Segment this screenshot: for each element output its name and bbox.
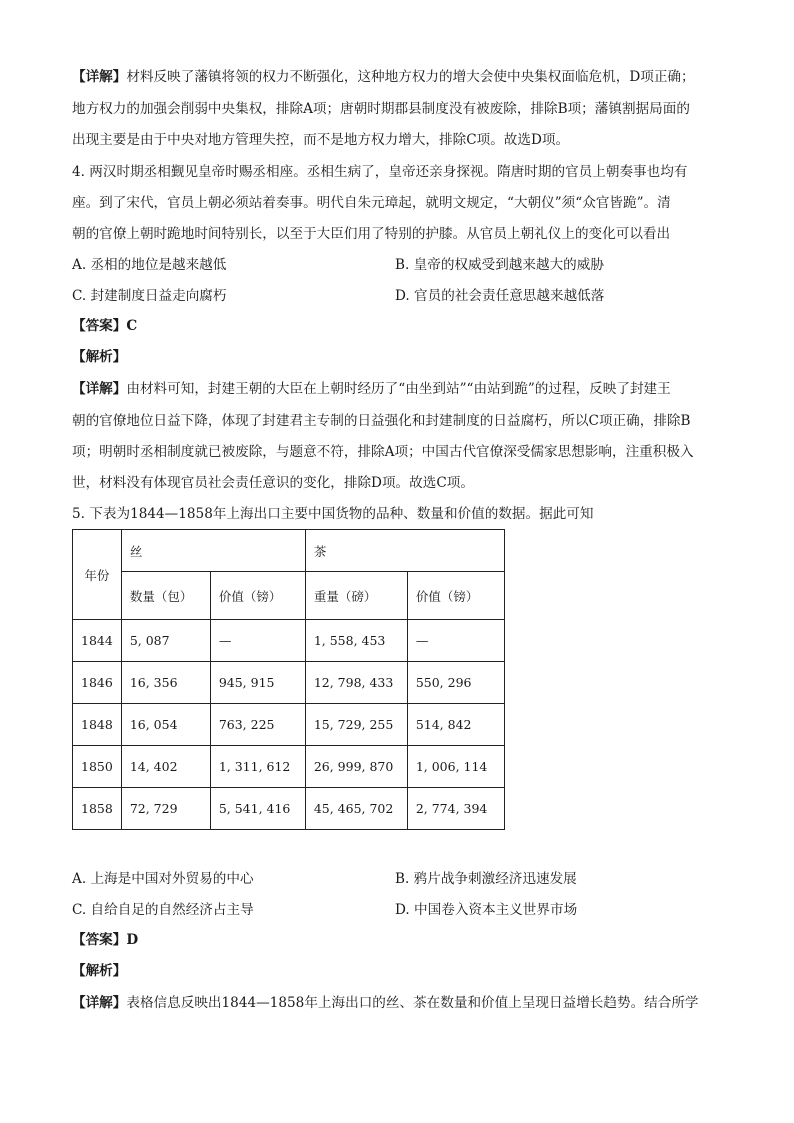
q4-option-a: A. 丞相的地位是越来越低: [72, 257, 227, 273]
table-row: [73, 704, 505, 746]
silk-value-cell: —: [210, 620, 305, 662]
table-row: [73, 746, 505, 788]
q4-analysis-heading: 【解析】: [72, 349, 127, 365]
q4-detail-line-2: 朝的官僚地位日益下降，体现了封建君主专制的日益强化和封建制度的日益腐朽，所以C项正确，排除B: [72, 413, 691, 429]
tea-value-cell: —: [407, 620, 504, 662]
tea-header: 茶: [305, 530, 504, 572]
q4-detail-line-3: 项；明朝时丞相制度就已被废除，与题意不符，排除A项；中国古代官僚深受儒家思想影响，注重积极入: [72, 444, 694, 460]
tea-value-cell: 550, 296: [407, 662, 504, 704]
tea-weight-cell: 1, 558, 453: [305, 620, 407, 662]
q5-stem: 5. 下表为1844—1858年上海出口主要中国货物的品种、数量和价值的数据。据此可知: [72, 506, 594, 522]
q4-stem-line-1: 4. 两汉时期丞相觐见皇帝时赐丞相座。丞相生病了，皇帝还亲身探视。隋唐时期的官员上朝奏事也均有: [72, 164, 688, 180]
silk-quantity-cell: 14, 402: [121, 746, 210, 788]
q4-answer: 【答案】C: [72, 318, 138, 334]
tea-weight-cell: 45, 465, 702: [305, 788, 407, 830]
detail-tag: 【详解】: [72, 381, 127, 397]
year-cell: 1850: [73, 746, 122, 788]
q4-detail-line-4: 世，材料没有体现官员社会责任意识的变化，排除D项。故选C项。: [72, 475, 474, 491]
silk-header: 丝: [121, 530, 305, 572]
detail-tag: 【详解】: [72, 69, 127, 85]
q3-detail-line-1: [72, 67, 722, 87]
q5-option-b: B. 鸦片战争刺激经济迅速发展: [395, 871, 577, 887]
text: 由材料可知，封建王朝的大臣在上朝时经历了“由坐到站”“由站到跪”的过程，反映了封建王: [126, 381, 671, 397]
q5-analysis-heading: 【解析】: [72, 963, 127, 979]
q5-answer: 【答案】D: [72, 932, 139, 948]
table-subheader-row: [73, 572, 505, 620]
year-cell: 1846: [73, 662, 122, 704]
export-data-table: [72, 529, 505, 830]
q5-option-c: C. 自给自足的自然经济占主导: [72, 902, 254, 918]
tea-value-cell: 1, 006, 114: [407, 746, 504, 788]
text: 材料反映了藩镇将领的权力不断强化，这种地方权力的增大会使中央集权面临危机，D项正确；: [126, 69, 695, 85]
q5-detail-line-1: [72, 993, 722, 1013]
tea-weight-cell: 15, 729, 255: [305, 704, 407, 746]
q4-detail-line-1: [72, 379, 722, 399]
tea-weight-cell: 26, 999, 870: [305, 746, 407, 788]
silk-quantity-cell: 5, 087: [121, 620, 210, 662]
silk-value-cell: 1, 311, 612: [210, 746, 305, 788]
tea-weight-header: 重量（磅）: [305, 572, 407, 620]
silk-value-header: 价值（镑）: [210, 572, 305, 620]
year-cell: 1848: [73, 704, 122, 746]
year-header: 年份: [73, 530, 122, 620]
tea-value-cell: 2, 774, 394: [407, 788, 504, 830]
table-row: [73, 662, 505, 704]
detail-tag: 【详解】: [72, 995, 127, 1011]
q3-detail-line-2: 地方权力的加强会削弱中央集权，排除A项；唐朝时期郡县制度没有被废除，排除B项；藩镇割据局面的: [72, 101, 690, 117]
silk-value-cell: 5, 541, 416: [210, 788, 305, 830]
year-cell: 1844: [73, 620, 122, 662]
q4-option-b: B. 皇帝的权威受到越来越大的威胁: [395, 257, 604, 273]
text: 表格信息反映出1844—1858年上海出口的丝、茶在数量和价值上呈现日益增长趋势。结合所学: [126, 995, 699, 1011]
table-row: [73, 788, 505, 830]
q5-option-d: D. 中国卷入资本主义世界市场: [395, 902, 578, 918]
year-cell: 1858: [73, 788, 122, 830]
q4-stem-line-2: 座。到了宋代，官员上朝必须站着奏事。明代自朱元璋起，就明文规定，“大朝仪”须“众官皆跪”。清: [72, 195, 671, 211]
q4-option-c: C. 封建制度日益走向腐朽: [72, 288, 227, 304]
tea-value-cell: 514, 842: [407, 704, 504, 746]
table-row: [73, 620, 505, 662]
tea-value-header: 价值（镑）: [407, 572, 504, 620]
silk-value-cell: 763, 225: [210, 704, 305, 746]
q4-option-d: D. 官员的社会责任意思越来越低落: [395, 288, 605, 304]
q3-detail-line-3: 出现主要是由于中央对地方管理失控，而不是地方权力增大，排除C项。故选D项。: [72, 132, 570, 148]
q5-option-a: A. 上海是中国对外贸易的中心: [72, 871, 254, 887]
silk-quantity-cell: 16, 356: [121, 662, 210, 704]
table-header-row: [73, 530, 505, 572]
silk-quantity-cell: 16, 054: [121, 704, 210, 746]
silk-quantity-header: 数量（包）: [121, 572, 210, 620]
tea-weight-cell: 12, 798, 433: [305, 662, 407, 704]
silk-value-cell: 945, 915: [210, 662, 305, 704]
q4-stem-line-3: 朝的官僚上朝时跪地时间特别长，以至于大臣们用了特别的护膝。从官员上朝礼仪上的变化可以看出: [72, 226, 671, 242]
silk-quantity-cell: 72, 729: [121, 788, 210, 830]
